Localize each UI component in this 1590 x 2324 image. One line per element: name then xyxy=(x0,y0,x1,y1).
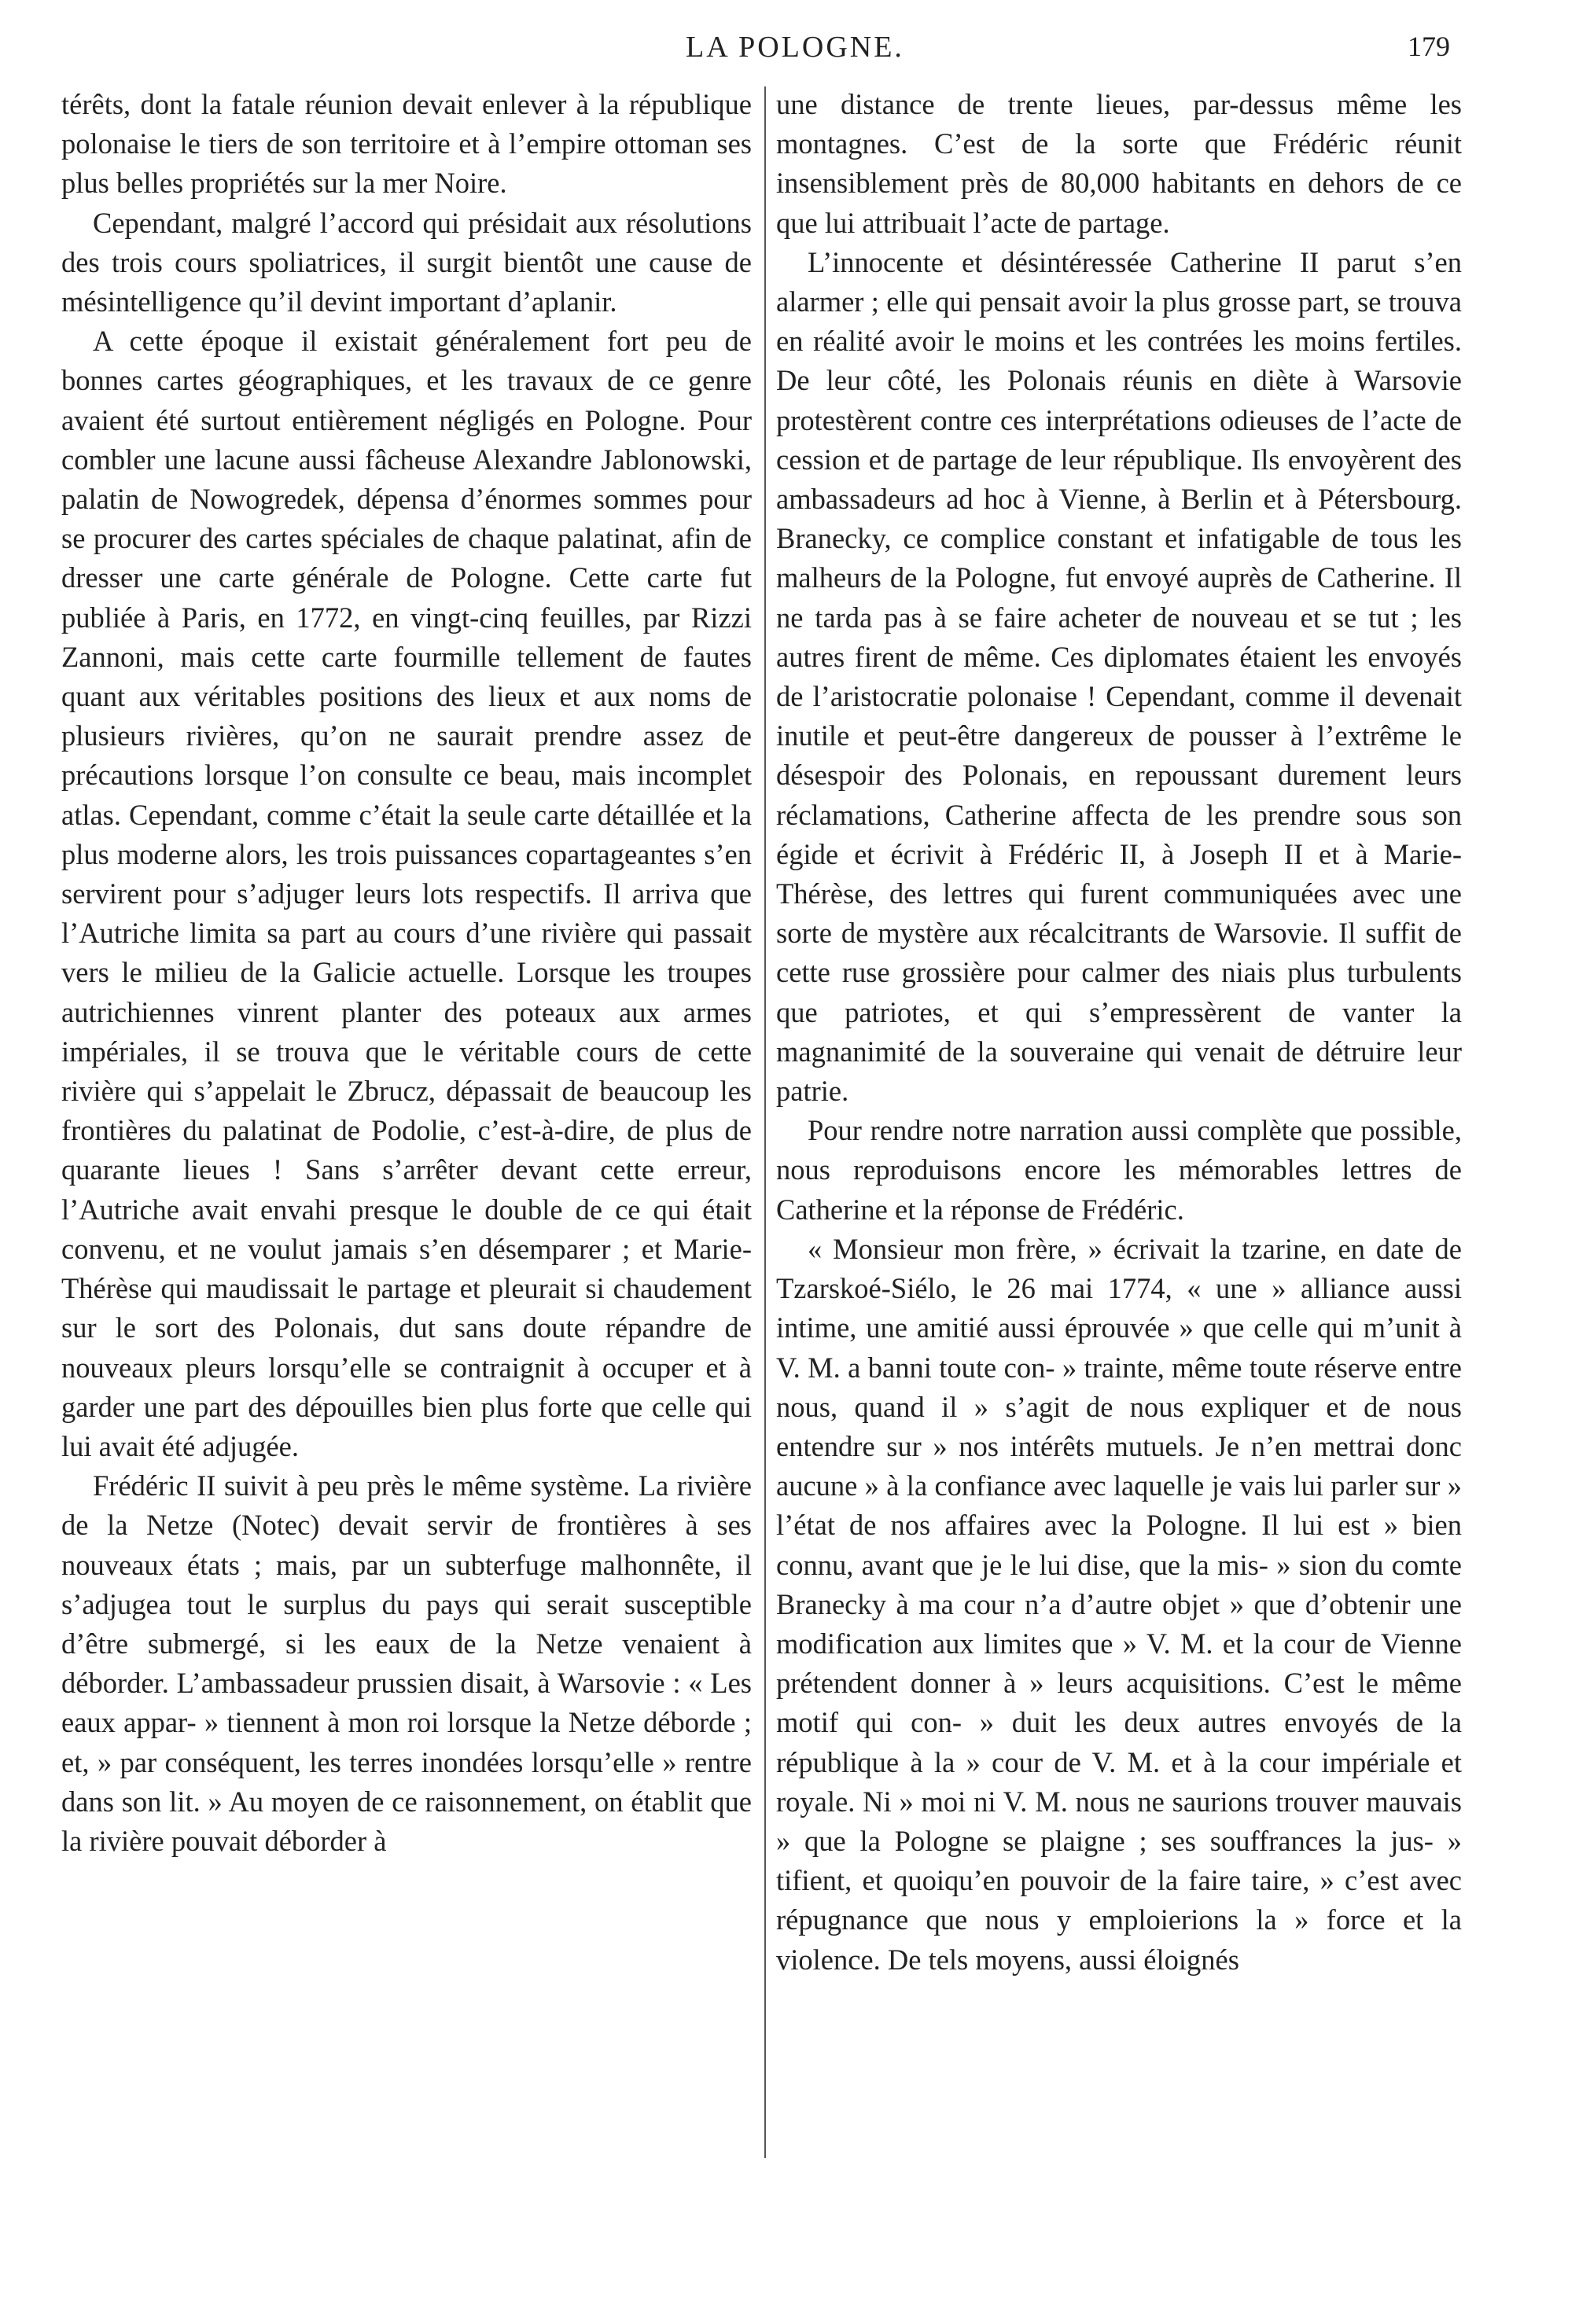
paragraph: Cependant, malgré l’accord qui présidait aux résolutions des trois cours spoliatrices, il surgit bientôt une cause de mésintelligence qu’il devint important d’aplanir. xyxy=(61,206,752,318)
page-number: 179 xyxy=(1408,31,1450,62)
column-divider xyxy=(764,86,766,2158)
running-head xyxy=(0,30,1590,69)
paragraph: A cette époque il existait généralement fort peu de bonnes cartes géographiques, et les travaux de ce genre avaient été surtout entièrement négligés en Pologne. Pour combler une lacune aussi fâcheuse Alexandre Jablonowski, palatin de Nowogredek, dépensa d’énormes sommes pour se procurer des cartes spéciales de chaque palatinat, afin de dresser une carte générale de Pologne. Cette carte fut publiée à Paris, en 1772, en vingt-cinq feuilles, par Rizzi Zannoni, mais cette carte fourmille tellement de fautes quant aux véritables positions des lieux et aux noms de plusieurs rivières, qu’on ne saurait prendre assez de précautions lorsque l’on consulte ce beau, mais incomplet atlas. Cependant, comme c’était la seule carte détaillée et la plus moderne alors, les trois puissances copartageantes s’en servirent pour s’adjuger leurs lots respectifs. Il arriva que l’Autriche limita sa part au cours d’une rivière qui passait vers le milieu de la Galicie actuelle. Lorsque les troupes autrichiennes vinrent planter des poteaux aux armes impériales, il se trouva que le véritable cours de cette rivière qui s’appelait le Zbrucz, dépassait de beaucoup les frontières du palatinat de Podolie, c’est-à-dire, de plus de quarante lieues ! Sans s’arrêter devant cette erreur, l’Autriche avait envahi presque le double de ce qui était convenu, et ne voulut jamais s’en désemparer ; et Marie-Thérèse qui maudissait le partage et pleurait si chaudement sur le sort des Polonais, dut sans doute répandre de nouveaux pleurs lorsqu’elle se contraignit à occuper et à garder une part des dépouilles bien plus forte que celle qui lui avait été adjugée. xyxy=(61,325,752,1462)
paragraph: Frédéric II suivit à peu près le même système. La rivière de la Netze (Notec) devait servir de frontières à ses nouveaux états ; mais, par un subterfuge malhonnête, il s’adjugea tout le surplus du pays qui serait susceptible d’être submergé, si les eaux de la Netze venaient à déborder. L’ambassadeur prussien disait, à Warsovie : « Les eaux appar- » tiennent à mon roi lorsque la Netze déborde ; et, » par conséquent, les terres inondées lorsqu’elle » rentre dans son lit. » Au moyen de ce raisonnement, on établit que la rivière pouvait déborder à xyxy=(61,1469,752,1857)
running-title: LA POLOGNE. xyxy=(686,31,904,64)
paragraph: une distance de trente lieues, par-dessus même les montagnes. C’est de la sorte que Frédéric réunit insensiblement près de 80,000 habitants en dehors de ce que lui attribuait l’acte de partage. xyxy=(776,88,1462,239)
paragraph: Pour rendre notre narration aussi complète que possible, nous reproduisons encore les mémorables lettres de Catherine et la réponse de Frédéric. xyxy=(776,1114,1462,1226)
right-column xyxy=(776,85,1462,1980)
paragraph: « Monsieur mon frère, » écrivait la tzarine, en date de Tzarskoé-Siélo, le 26 mai 1774, « une » alliance aussi intime, une amitié aussi éprouvée » que celle qui m’unit à V. M. a banni toute con- » trainte, même toute réserve entre nous, quand il » s’agit de nous expliquer et de nous entendre sur » nos intérêts mutuels. Je n’en mettrai donc aucune » à la confiance avec laquelle je vais lui parler sur » l’état de nos affaires avec la Pologne. Il lui est » bien connu, avant que je le lui dise, que la mis- » sion du comte Branecky à ma cour n’a d’autre objet » que d’obtenir une modification aux limites que » V. M. et la cour de Vienne prétendent donner à » leurs acquisitions. C’est le même motif qui con- » duit les deux autres envoyés de la république à la » cour de V. M. et à la cour impériale et royale. Ni » moi ni V. M. nous ne saurions trouver mauvais » que la Pologne se plaigne ; ses souffrances la jus- » tifient, et quoiqu’en pouvoir de la faire taire, » c’est avec répugnance que nous y emploierions la » force et la violence. De tels moyens, aussi éloignés xyxy=(776,1232,1462,1976)
paragraph: térêts, dont la fatale réunion devait enlever à la république polonaise le tiers de son territoire et à l’empire ottoman ses plus belles propriétés sur la mer Noire. xyxy=(61,88,752,200)
left-column xyxy=(61,85,752,1861)
paragraph: L’innocente et désintéressée Catherine II parut s’en alarmer ; elle qui pensait avoir la plus grosse part, se trouva en réalité avoir le moins et les contrées les moins fertiles. De leur côté, les Polonais réunis en diète à Warsovie protestèrent contre ces interprétations odieuses de l’acte de cession et de partage de leur république. Ils envoyèrent des ambassadeurs ad hoc à Vienne, à Berlin et à Pétersbourg. Branecky, ce complice constant et infatigable de tous les malheurs de la Pologne, fut envoyé auprès de Catherine. Il ne tarda pas à se faire acheter de nouveau et se tut ; les autres firent de même. Ces diplomates étaient les envoyés de l’aristocratie polonaise ! Cependant, comme il devenait inutile et peut-être dangereux de pousser à l’extrême le désespoir des Polonais, en repoussant durement leurs réclamations, Catherine affecta de les prendre sous son égide et écrivit à Frédéric II, à Joseph II et à Marie-Thérèse, des lettres qui furent communiquées avec une sorte de mystère aux récalcitrants de Warsovie. Il suffit de cette ruse grossière pour calmer des niais plus turbulents que patriotes, et qui s’empressèrent de vanter la magnanimité de la souveraine qui venait de détruire leur patrie. xyxy=(776,245,1462,1108)
